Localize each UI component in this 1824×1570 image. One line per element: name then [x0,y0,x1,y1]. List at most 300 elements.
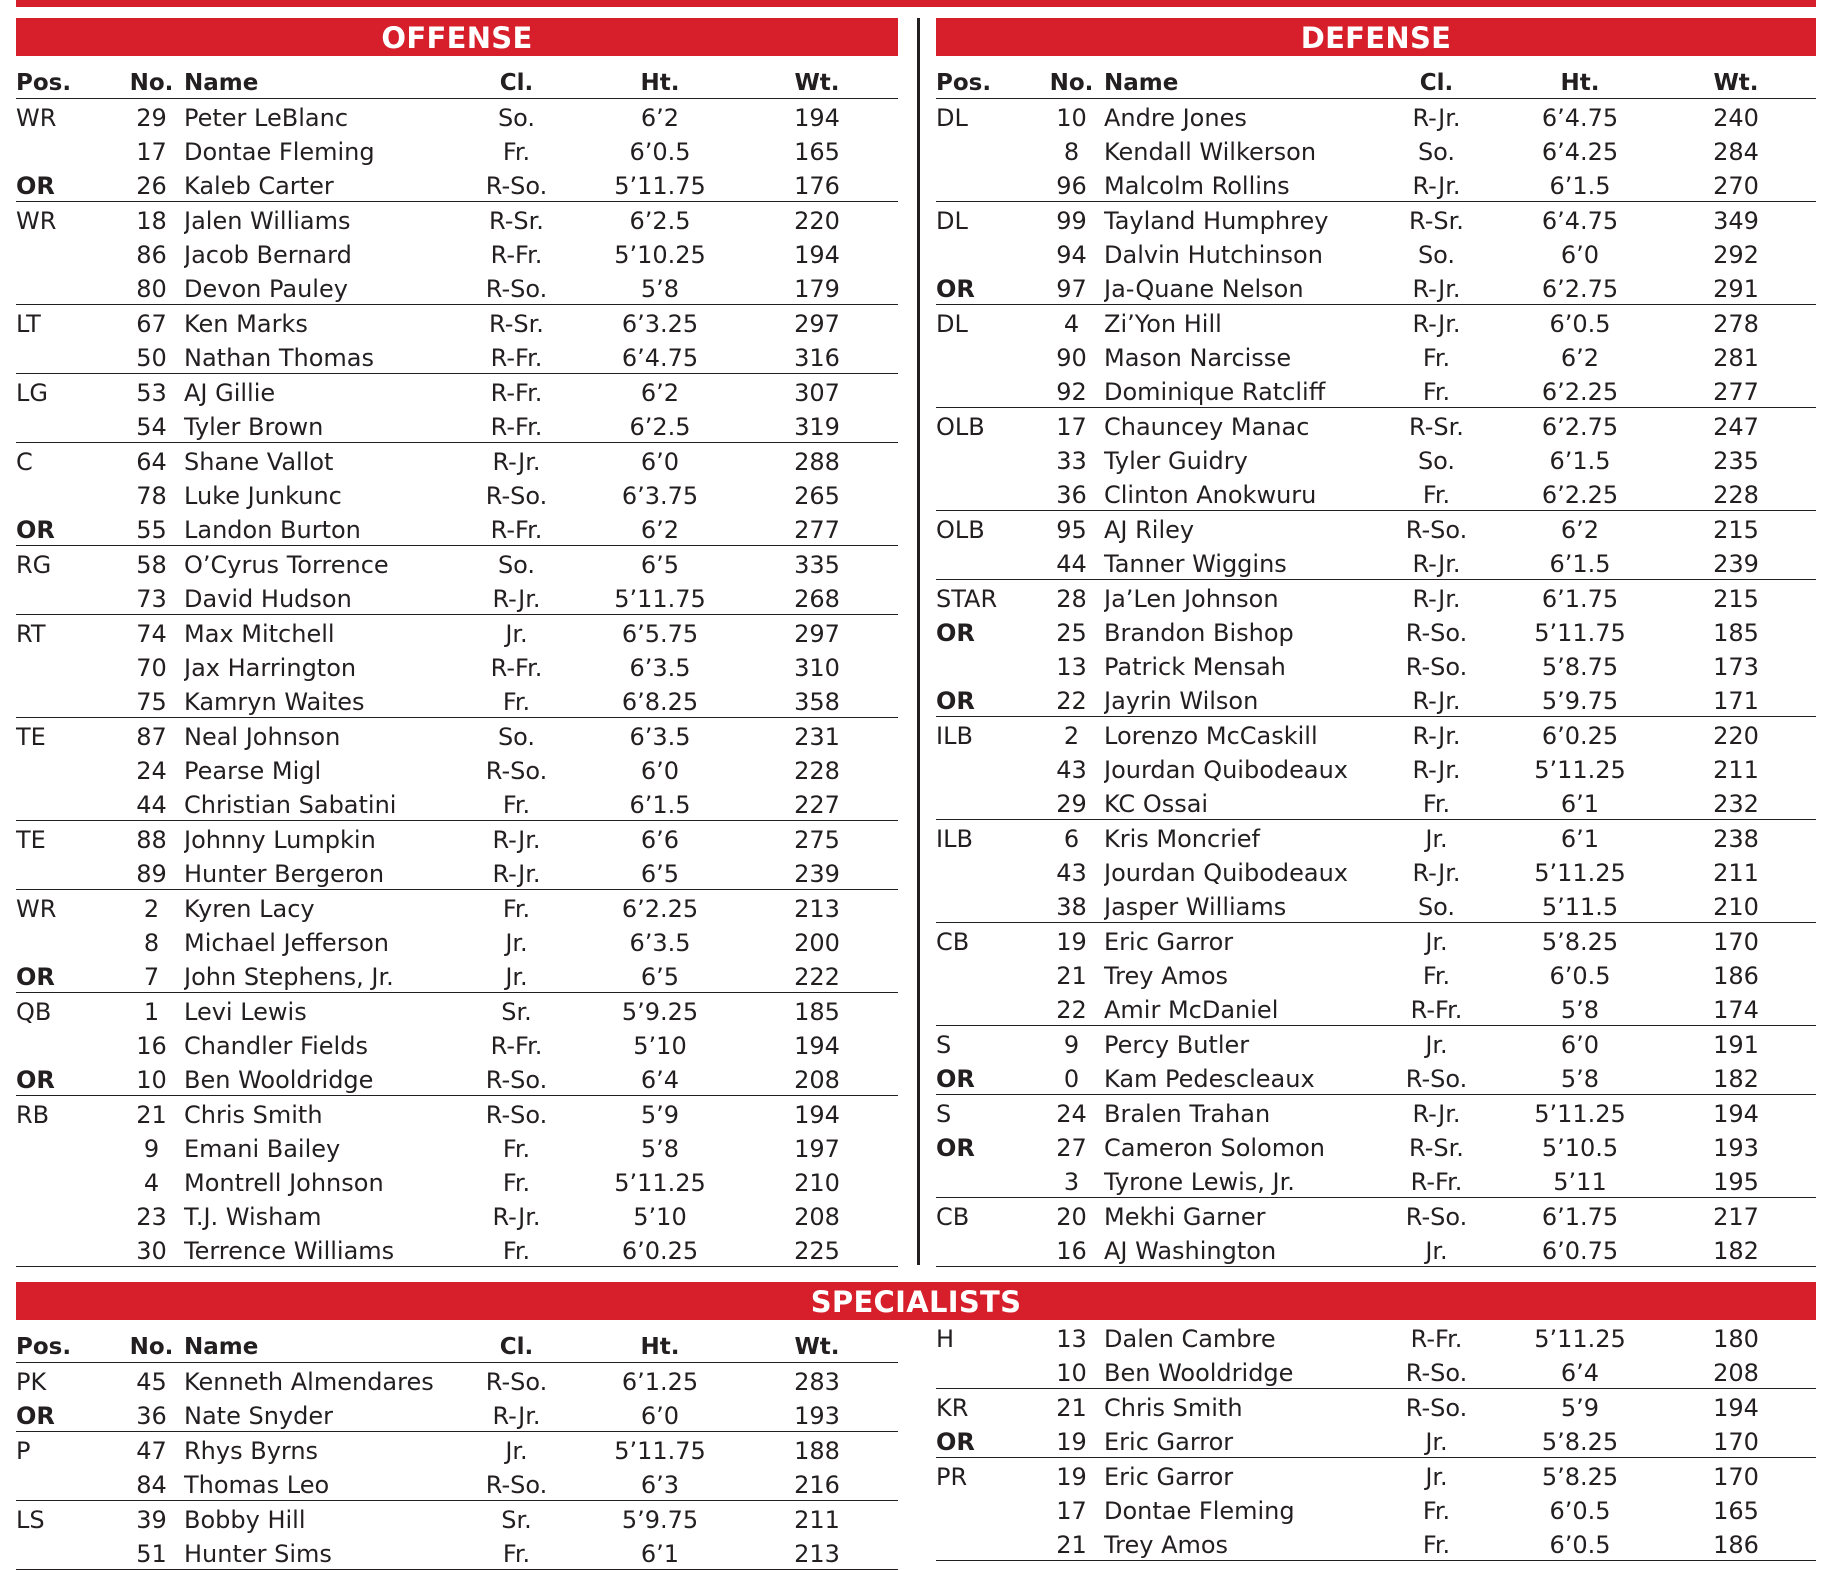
weight-cell: 297 [794,310,840,338]
position-cell [936,442,1039,476]
number-cell: 43 [1056,859,1087,887]
table-row [16,305,898,340]
height-cell: 5’10 [633,1203,687,1231]
number-cell: 53 [136,379,167,407]
height-cell: 6’2.75 [1541,413,1619,441]
height-cell: 6’5 [584,855,736,890]
number-cell: 4 [1063,310,1080,338]
col-pos-header: Pos. [936,56,1039,99]
height-cell: 6’0.25 [584,1232,736,1267]
table-row [936,1026,1816,1061]
class-cell: R-Jr. [1369,270,1504,305]
height-cell: 6’2 [1560,516,1600,544]
position-cell: DL [936,310,968,338]
player-name-cell: Nathan Thomas [184,339,449,374]
height-cell: 6’0 [640,448,680,476]
position-cell [16,855,119,890]
table-row [16,683,898,718]
weight-cell: 238 [1713,825,1759,853]
table-row [16,99,898,134]
table-row [936,99,1816,134]
class-cell: R-Jr. [1369,682,1504,717]
weight-cell: 235 [1713,447,1759,475]
weight-cell: 194 [1713,1394,1759,1422]
col-name-header: Name [184,56,449,99]
height-cell: 5’11 [1504,1163,1656,1198]
number-cell: 74 [136,620,167,648]
position-cell: DL [936,207,968,235]
number-cell: 78 [136,482,167,510]
position-cell [16,1198,119,1232]
position-cell [16,477,119,511]
weight-cell: 220 [794,207,840,235]
player-name-cell: Kendall Wilkerson [1104,138,1317,166]
table-row [936,511,1816,546]
player-name-cell: Ja-Quane Nelson [1104,270,1369,305]
table-row [16,511,898,546]
height-cell: 6’3.5 [629,723,691,751]
table-row [936,1129,1816,1163]
specialists-right [936,1320,1816,1561]
height-cell: 5’11.75 [584,167,736,202]
class-cell: R-Jr. [1412,104,1461,132]
table-row [16,270,898,305]
height-cell: 5’11.25 [1534,756,1626,784]
height-cell: 6’1.5 [1549,447,1611,475]
class-cell: Fr. [1369,476,1504,511]
weight-cell: 270 [1656,167,1816,202]
position-cell: OR [936,682,1039,717]
class-cell: Jr. [505,1437,528,1465]
number-cell: 73 [119,580,184,615]
player-name-cell: Thomas Leo [184,1466,449,1501]
position-cell: P [16,1437,31,1465]
weight-cell: 240 [1713,104,1759,132]
height-cell: 5’9.25 [621,998,699,1026]
class-cell: So. [497,551,536,579]
table-row [936,957,1816,991]
weight-cell: 194 [794,241,840,269]
weight-cell: 335 [794,551,840,579]
weight-cell: 215 [1713,516,1759,544]
table-row [16,1164,898,1198]
table-row [936,1232,1816,1267]
class-cell: R-So. [449,1466,584,1501]
position-cell [16,339,119,374]
class-cell: R-Jr. [492,826,541,854]
position-cell [16,1535,119,1570]
player-name-cell: Kris Moncrief [1104,825,1260,853]
number-cell: 9 [1063,1031,1080,1059]
player-name-cell: Trey Amos [1104,962,1229,990]
player-name-cell: Pearse Migl [184,757,322,785]
height-cell: 5’8.25 [1541,928,1619,956]
height-cell: 6’1.5 [584,786,736,821]
weight-cell: 165 [1713,1497,1759,1525]
class-cell: Fr. [449,1232,584,1267]
player-name-cell: David Hudson [184,580,449,615]
height-cell: 6’0.25 [1541,722,1619,750]
class-cell: Fr. [502,1135,531,1163]
position-cell [16,752,119,786]
player-name-cell: Max Mitchell [184,620,335,648]
weight-cell: 195 [1656,1163,1816,1198]
weight-cell: 284 [1713,138,1759,166]
player-name-cell: Ben Wooldridge [184,1061,449,1096]
table-row [936,888,1816,923]
position-cell: RB [16,1101,50,1129]
position-cell [16,236,119,270]
class-cell: Jr. [1425,1031,1448,1059]
position-cell [936,1163,1039,1198]
number-cell: 4 [143,1169,160,1197]
player-name-cell: Cameron Solomon [1104,1134,1326,1162]
number-cell: 1 [143,998,160,1026]
class-cell: Fr. [1422,962,1451,990]
weight-cell: 170 [1713,1463,1759,1491]
player-name-cell: Mason Narcisse [1104,344,1292,372]
table-row [936,305,1816,340]
player-name-cell: Andre Jones [1104,104,1247,132]
class-cell: Fr. [1369,1526,1504,1561]
class-cell: R-So. [1405,653,1468,681]
height-cell: 6’2 [1560,344,1600,372]
height-cell: 6’1.5 [1504,545,1656,580]
position-cell: WR [16,104,57,132]
position-cell [16,580,119,615]
height-cell: 6’2.25 [1504,476,1656,511]
number-cell: 7 [119,958,184,993]
number-cell: 17 [1056,1497,1087,1525]
class-cell: Fr. [502,895,531,923]
player-name-cell: Jalen Williams [184,207,351,235]
height-cell: 5’8.25 [1541,1463,1619,1491]
height-cell: 5’11.75 [584,580,736,615]
weight-cell: 349 [1713,207,1759,235]
weight-cell: 215 [1713,585,1759,613]
position-cell: KR [936,1394,969,1422]
player-name-cell: Kyren Lacy [184,895,315,923]
table-row [936,133,1816,167]
col-height-header: Ht. [1504,56,1656,99]
weight-cell: 239 [736,855,898,890]
weight-cell: 292 [1713,241,1759,269]
weight-cell: 232 [1656,785,1816,820]
number-cell: 33 [1056,447,1087,475]
table-row [16,133,898,167]
class-cell: R-Jr. [1412,722,1461,750]
player-name-cell: Tyrone Lewis, Jr. [1104,1163,1369,1198]
position-cell: CB [936,1203,970,1231]
class-cell: Fr. [1369,785,1504,820]
height-cell: 6’2.5 [629,207,691,235]
weight-cell: 277 [1656,373,1816,408]
number-cell: 44 [1039,545,1104,580]
weight-cell: 186 [1713,962,1759,990]
table-row [936,167,1816,202]
weight-cell: 208 [1656,1354,1816,1389]
position-cell: OR [16,958,119,993]
col-no-header: No. [119,56,184,99]
weight-cell: 220 [1713,722,1759,750]
position-cell: OR [936,270,1039,305]
number-cell: 21 [136,1101,167,1129]
table-row [16,1535,898,1570]
position-cell: RG [16,551,52,579]
number-cell: 95 [1056,516,1087,544]
number-cell: 10 [1056,104,1087,132]
position-cell: C [16,448,33,476]
number-cell: 19 [1039,1423,1104,1458]
class-cell: R-Fr. [449,408,584,443]
table-row [936,408,1816,443]
height-cell: 5’8 [1504,991,1656,1026]
height-cell: 6’0 [1560,1031,1600,1059]
position-cell [936,991,1039,1026]
weight-cell: 247 [1713,413,1759,441]
player-name-cell: Shane Vallot [184,448,334,476]
weight-cell: 193 [1713,1134,1759,1162]
weight-cell: 176 [736,167,898,202]
number-cell: 21 [1056,962,1087,990]
position-cell: S [936,1100,952,1128]
table-row [936,1354,1816,1389]
defense-table [936,56,1816,1267]
specialists-section [16,1282,1816,1320]
col-weight-header: Wt. [736,56,898,99]
number-cell: 13 [1056,653,1087,681]
height-cell: 6’4.75 [1541,207,1619,235]
number-cell: 64 [136,448,167,476]
player-name-cell: Kenneth Almendares [184,1368,434,1396]
position-cell [936,1492,1039,1526]
player-name-cell: O’Cyrus Torrence [184,551,389,579]
weight-cell: 182 [1656,1060,1816,1095]
position-cell [936,854,1039,888]
table-row [936,339,1816,373]
height-cell: 6’2 [584,511,736,546]
player-name-cell: Zi’Yon Hill [1104,310,1222,338]
table-row [16,821,898,856]
table-row [16,958,898,993]
class-cell: R-Sr. [489,310,544,338]
height-cell: 5’8.75 [1541,653,1619,681]
class-cell: R-Jr. [1412,756,1461,784]
weight-cell: 283 [794,1368,840,1396]
player-name-cell: John Stephens, Jr. [184,958,449,993]
number-cell: 30 [119,1232,184,1267]
number-cell: 22 [1039,991,1104,1026]
position-cell [16,133,119,167]
table-row [936,236,1816,270]
number-cell: 8 [143,929,160,957]
player-name-cell: Chandler Fields [184,1032,368,1060]
position-cell [16,270,119,305]
table-row [16,890,898,925]
height-cell: 6’2.25 [1504,373,1656,408]
class-cell: So. [1417,138,1456,166]
class-cell: Jr. [1425,825,1448,853]
player-name-cell: Mekhi Garner [1104,1203,1266,1231]
table-row [936,751,1816,785]
table-row [16,1130,898,1164]
table-row [936,373,1816,408]
height-cell: 6’0 [640,757,680,785]
position-cell [936,751,1039,785]
height-cell: 6’4.75 [1541,104,1619,132]
height-cell: 5’9.75 [1504,682,1656,717]
weight-cell: 170 [1713,928,1759,956]
class-cell: R-Jr. [492,1203,541,1231]
col-class-header: Cl. [1369,56,1504,99]
weight-cell: 210 [1656,888,1816,923]
number-cell: 67 [136,310,167,338]
number-cell: 16 [136,1032,167,1060]
weight-cell: 179 [736,270,898,305]
table-row [936,820,1816,855]
height-cell: 6’2 [640,104,680,132]
height-cell: 5’11.75 [614,1437,706,1465]
table-row [16,752,898,786]
weight-cell: 222 [736,958,898,993]
position-cell: RT [16,620,46,648]
class-cell: Fr. [449,1535,584,1570]
weight-cell: 278 [1713,310,1759,338]
player-name-cell: Dalen Cambre [1104,1325,1276,1353]
player-name-cell: Jasper Williams [1104,888,1369,923]
player-name-cell: Luke Junkunc [184,482,342,510]
class-cell: R-Sr. [1409,1134,1464,1162]
weight-cell: 185 [794,998,840,1026]
table-row [16,1027,898,1061]
number-cell: 8 [1063,138,1080,166]
number-cell: 90 [1056,344,1087,372]
table-row [16,1096,898,1131]
number-cell: 87 [136,723,167,751]
height-cell: 5’8.25 [1504,1423,1656,1458]
class-cell: So. [1369,888,1504,923]
position-cell: OLB [936,413,985,441]
player-name-cell: Landon Burton [184,511,449,546]
class-cell: R-Sr. [489,207,544,235]
number-cell: 22 [1039,682,1104,717]
number-cell: 92 [1039,373,1104,408]
player-name-cell: Tanner Wiggins [1104,545,1369,580]
class-cell: R-Jr. [1412,1100,1461,1128]
position-cell: TE [16,723,46,751]
number-cell: 23 [136,1203,167,1231]
class-cell: R-Fr. [449,339,584,374]
class-cell: R-Jr. [1412,310,1461,338]
position-cell: OR [16,511,119,546]
height-cell: 6’1.5 [1504,167,1656,202]
height-cell: 5’11.25 [1534,1100,1626,1128]
player-name-cell: Emani Bailey [184,1135,341,1163]
number-cell: 28 [1056,585,1087,613]
class-cell: R-Fr. [490,241,543,269]
table-row [16,718,898,753]
position-cell: H [936,1325,955,1353]
number-cell: 80 [119,270,184,305]
table-row [16,202,898,237]
number-cell: 29 [136,104,167,132]
specialists-left [16,1320,898,1570]
table-row [936,202,1816,237]
height-cell: 5’8 [640,1135,680,1163]
number-cell: 18 [136,207,167,235]
height-cell: 5’9.75 [621,1506,699,1534]
weight-cell: 211 [794,1506,840,1534]
number-cell: 39 [136,1506,167,1534]
class-cell: R-Jr. [449,855,584,890]
weight-cell: 316 [736,339,898,374]
class-cell: R-Jr. [1412,859,1461,887]
number-cell: 99 [1056,207,1087,235]
player-name-cell: Clinton Anokwuru [1104,476,1369,511]
position-cell: OR [936,1134,975,1162]
position-cell: DL [936,104,968,132]
player-name-cell: Dontae Fleming [1104,1497,1295,1525]
weight-cell: 180 [1713,1325,1759,1353]
table-row [16,167,898,202]
height-cell: 6’3 [584,1466,736,1501]
player-name-cell: Ben Wooldridge [1104,1354,1369,1389]
position-cell [936,648,1039,682]
weight-cell: 307 [794,379,840,407]
number-cell: 36 [119,1397,184,1432]
position-cell [936,957,1039,991]
height-cell: 6’1 [1504,785,1656,820]
player-name-cell: Michael Jefferson [184,929,389,957]
number-cell: 44 [119,786,184,821]
height-cell: 6’2.5 [584,408,736,443]
class-cell: R-Jr. [1369,545,1504,580]
player-name-cell: Johnny Lumpkin [184,826,376,854]
class-cell: R-So. [449,270,584,305]
player-name-cell: Brandon Bishop [1104,619,1294,647]
height-cell: 6’0.5 [1549,962,1611,990]
position-cell: OR [936,619,975,647]
position-cell: OR [936,1423,1039,1458]
weight-cell: 211 [1713,756,1759,784]
weight-cell: 358 [736,683,898,718]
height-cell: 6’0.5 [1549,310,1611,338]
weight-cell: 194 [1713,1100,1759,1128]
number-cell: 2 [143,895,160,923]
height-cell: 6’3.5 [629,654,691,682]
table-row [936,476,1816,511]
weight-cell: 281 [1713,344,1759,372]
class-cell: So. [1417,447,1456,475]
col-pos-header: Pos. [16,56,119,99]
weight-cell: 185 [1713,619,1759,647]
number-cell: 75 [119,683,184,718]
player-name-cell: Ken Marks [184,310,308,338]
class-cell: Jr. [449,958,584,993]
height-cell: 6’4.25 [1541,138,1619,166]
player-name-cell: Chris Smith [184,1101,323,1129]
table-row [16,1432,898,1467]
class-cell: R-So. [1405,516,1468,544]
class-cell: Jr. [1425,928,1448,956]
player-name-cell: Montrell Johnson [184,1169,384,1197]
weight-cell: 210 [794,1169,840,1197]
table-row [936,1526,1816,1561]
player-name-cell: Dalvin Hutchinson [1104,241,1323,269]
class-cell: Fr. [502,1169,531,1197]
class-cell: So. [497,723,536,751]
position-cell [936,373,1039,408]
